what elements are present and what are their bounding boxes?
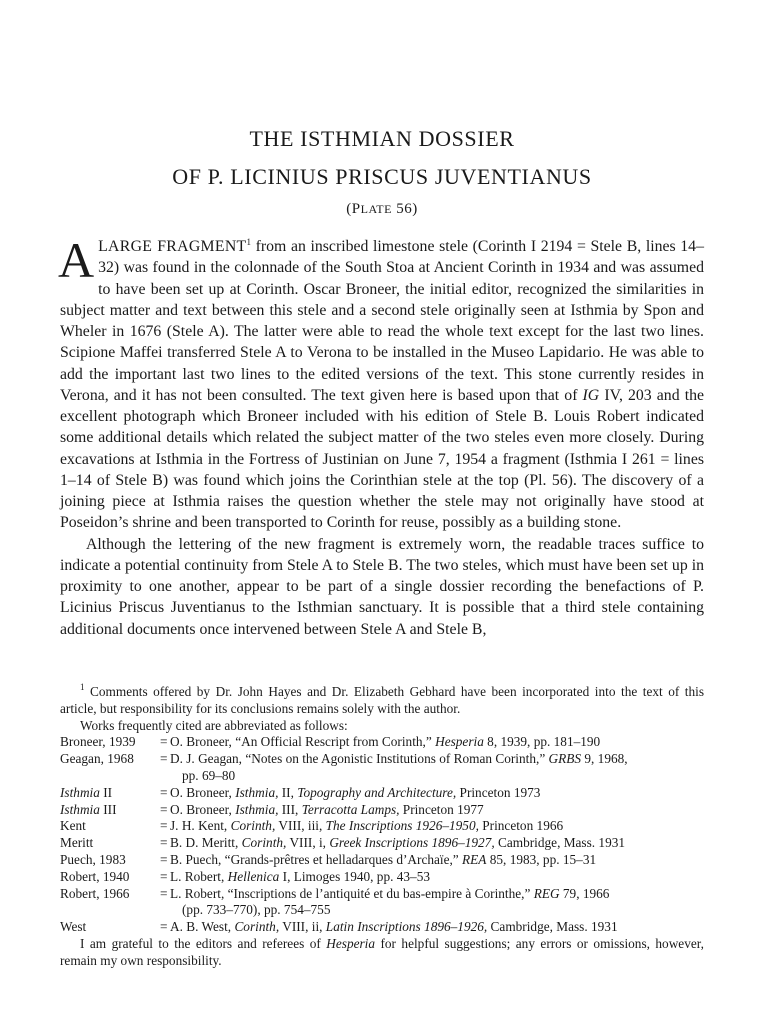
abbreviation-key [60, 751, 160, 785]
citation-pre: D. J. Geagan, “Notes on the Agonistic Institutions of Roman Corinth,” [170, 751, 549, 767]
abbreviation-key [60, 785, 160, 802]
equals-sign: = [160, 734, 168, 750]
plate-caps: LATE [360, 202, 392, 216]
abbreviation-key [60, 802, 160, 819]
acknowledgement [60, 936, 704, 970]
paragraph-1 [58, 232, 704, 534]
citation-pre: O. Broneer, [170, 801, 236, 817]
abbreviation-value [160, 751, 704, 785]
acknowledgement-pre: I am grateful to the editors and referees of [80, 935, 327, 951]
abbreviation-value [160, 734, 704, 751]
citation-pre: J. H. Kent, [170, 818, 231, 834]
citation-pre: L. Robert, [170, 868, 228, 884]
citation-pre: B. Puech, “Grands-prêtres et helladarques d’Archaïe,” [170, 851, 463, 867]
citation-it2: The Inscriptions 1926–1950, [325, 818, 479, 834]
citation-it: Isthmia, [235, 801, 279, 817]
equals-sign: = [160, 801, 168, 817]
citation-it: Isthmia, [235, 784, 279, 800]
citation-post: 9, 1968, [581, 751, 628, 767]
citation-it: Corinth, [234, 919, 280, 935]
citation-post: III, [278, 801, 302, 817]
works-intro: Works frequently cited are abbreviated as follows: [80, 717, 348, 733]
abbreviation-key-text: Meritt [60, 835, 94, 851]
acknowledgement-post: for helpful suggestions; any errors or omissions, however, remain my own responsibility. [60, 935, 704, 968]
citation-it2: Greek Inscriptions 1896–1927, [329, 835, 495, 851]
citation-it: Corinth, [241, 835, 287, 851]
footnote-1 [60, 684, 704, 718]
abbreviation-value [160, 869, 704, 886]
abbreviation-value [160, 886, 704, 920]
citation-it: Hesperia [435, 734, 484, 750]
abbreviation-value [160, 802, 704, 819]
abbreviation-key-rest: III [99, 801, 117, 817]
paragraph-2: Although the lettering of the new fragment is extremely worn, the readable traces suffice to indicate a potential continuity from Stele A to Stele B. The two steles, which must have been set up in proximity to one another, appear to be part of a single dossier recording the benefactions of P. Licinius Priscus Juventianus to the Isthmian sanctuary. It is possible that a third stele containing additional documents once intervened between Stele A and Stele B, [60, 535, 704, 638]
equals-sign: = [160, 885, 168, 901]
paragraph-1-end: IV, 203 and the excellent photograph which Broneer included with his edition of Stele B. Louis Robert indicated some additional details which related the subject matter of the two steles even more closely. During excavations at Isthmia in the Fortress of Justinian on June 7, 1954 a fragment (Isthmia I 261 = lines 1–14 of Stele B) was found which joins the Corinthian stele at the top (Pl. 56). The discovery of a joining piece at Isthmia raises the question whether the stele may not originally have stood at Poseidon’s shrine and been transported to Corinth for reuse, possibly as a building stone. [60, 386, 704, 532]
abbreviation-row [60, 886, 704, 920]
equals-sign: = [160, 919, 168, 935]
abbreviation-key-text: Robert, 1940 [60, 868, 130, 884]
citation-continuation: (pp. 733–770), pp. 754–755 [182, 902, 331, 918]
footnotes [60, 684, 704, 970]
abbreviation-key-rest: II [99, 784, 113, 800]
equals-sign: = [160, 818, 168, 834]
paragraph-1-text: from an inscribed limestone stele (Corinth I 2194 = Stele B, lines 14–32) was found in the colonnade of the South Stoa at Ancient Corinth in 1934 and was assumed to have been set up at Corinth. Oscar Broneer, the initial editor, recognized the similarities in subject matter and text between this stele and a second stele originally seen at Isthmia by Spon and Wheler in 1676 (Stele A). The latter were able to read the whole text except for the last two lines. Scipione Maffei transferred Stele A to Verona to be installed in the Museo Lapidario. He was able to add the important last two lines to the edited versions of the text. This stone currently resides in Verona, and it has not been consulted. The text given here is based upon that of [60, 238, 704, 404]
citation-post2: Princeton 1977 [399, 801, 484, 817]
body-text [58, 232, 704, 640]
citation-it: GRBS [548, 751, 582, 767]
abbreviation-key [60, 835, 160, 852]
plate-number: 56) [391, 201, 418, 217]
citation-it: Corinth, [230, 818, 276, 834]
abbreviation-row [60, 852, 704, 869]
abbreviation-key-text: Geagan, 1968 [60, 751, 134, 767]
citation-it: REA [462, 851, 487, 867]
citation-it: Hellenica [227, 868, 280, 884]
citation-post: II, [278, 784, 298, 800]
abbreviation-row [60, 802, 704, 819]
equals-sign: = [160, 868, 168, 884]
footnote-number: 1 [80, 682, 85, 692]
abbreviation-row [60, 869, 704, 886]
citation-pre: B. D. Meritt, [170, 835, 242, 851]
abbreviation-key-text: Robert, 1966 [60, 885, 130, 901]
abbreviation-key [60, 734, 160, 751]
citation-pre: O. Broneer, “An Official Rescript from Corinth,” [170, 734, 436, 750]
citation-post: 85, 1983, pp. 15–31 [486, 851, 597, 867]
abbreviations-table [60, 734, 704, 936]
citation-continuation: pp. 69–80 [182, 767, 236, 783]
plate-open: (P [346, 201, 361, 217]
abbreviation-value [160, 919, 704, 936]
abbreviation-value [160, 818, 704, 835]
abbreviation-row [60, 818, 704, 835]
citation-it: REG [533, 885, 560, 901]
abbreviation-key [60, 852, 160, 869]
footnote-ref-1[interactable]: 1 [246, 237, 251, 247]
abbreviation-key-italic: Isthmia [60, 801, 100, 817]
citation-post: I, Limoges 1940, pp. 43–53 [279, 868, 430, 884]
ig-abbrev: IG [582, 386, 600, 404]
citation-pre: L. Robert, “Inscriptions de l’antiquité et du bas-empire à Corinthe,” [170, 885, 534, 901]
drop-cap: A [58, 232, 95, 288]
abbreviation-key [60, 869, 160, 886]
abbreviation-key-text: Kent [60, 818, 86, 834]
abbreviation-row [60, 785, 704, 802]
abbreviation-key-text: Broneer, 1939 [60, 734, 136, 750]
article-title-line-1: THE ISTHMIAN DOSSIER [249, 126, 515, 151]
abbreviation-key-text: West [60, 919, 87, 935]
citation-post2: Cambridge, Mass. 1931 [494, 835, 626, 851]
plate-reference [60, 199, 704, 219]
citation-it2: Terracotta Lamps, [301, 801, 400, 817]
article-title-line-2: OF P. LICINIUS PRISCUS JUVENTIANUS [172, 164, 592, 189]
citation-pre: O. Broneer, [170, 784, 236, 800]
footnote-1-text: Comments offered by Dr. John Hayes and Dr. Elizabeth Gebhard have been incorporated into the text of this article, but responsibility for its conclusions remains solely with the author. [60, 684, 704, 716]
citation-pre: A. B. West, [170, 919, 235, 935]
abbreviation-value [160, 852, 704, 869]
equals-sign: = [160, 851, 168, 867]
abbreviation-value [160, 835, 704, 852]
citation-post: VIII, iii, [275, 818, 326, 834]
citation-it2: Latin Inscriptions 1896–1926, [325, 919, 488, 935]
citation-post2: Princeton 1973 [456, 784, 541, 800]
equals-sign: = [160, 751, 168, 767]
abbreviation-key-italic: Isthmia [60, 784, 100, 800]
citation-post2: Princeton 1966 [478, 818, 564, 834]
citation-post2: Cambridge, Mass. 1931 [487, 919, 618, 935]
abbreviation-key [60, 886, 160, 920]
abbreviation-row [60, 835, 704, 852]
equals-sign: = [160, 784, 168, 800]
citation-it2: Topography and Architecture, [297, 784, 457, 800]
citation-post: 79, 1966 [559, 885, 610, 901]
lead-caps: LARGE FRAGMENT [98, 238, 247, 255]
abbreviation-row [60, 751, 704, 785]
equals-sign: = [160, 835, 168, 851]
abbreviation-value [160, 785, 704, 802]
abbreviation-key [60, 919, 160, 936]
abbreviation-key-text: Puech, 1983 [60, 851, 126, 867]
abbreviation-row [60, 919, 704, 936]
citation-post: 8, 1939, pp. 181–190 [483, 734, 601, 750]
citation-post: VIII, i, [286, 835, 330, 851]
citation-post: VIII, ii, [279, 919, 326, 935]
abbreviation-key [60, 818, 160, 835]
acknowledgement-journal: Hesperia [326, 935, 376, 951]
abbreviation-row [60, 734, 704, 751]
